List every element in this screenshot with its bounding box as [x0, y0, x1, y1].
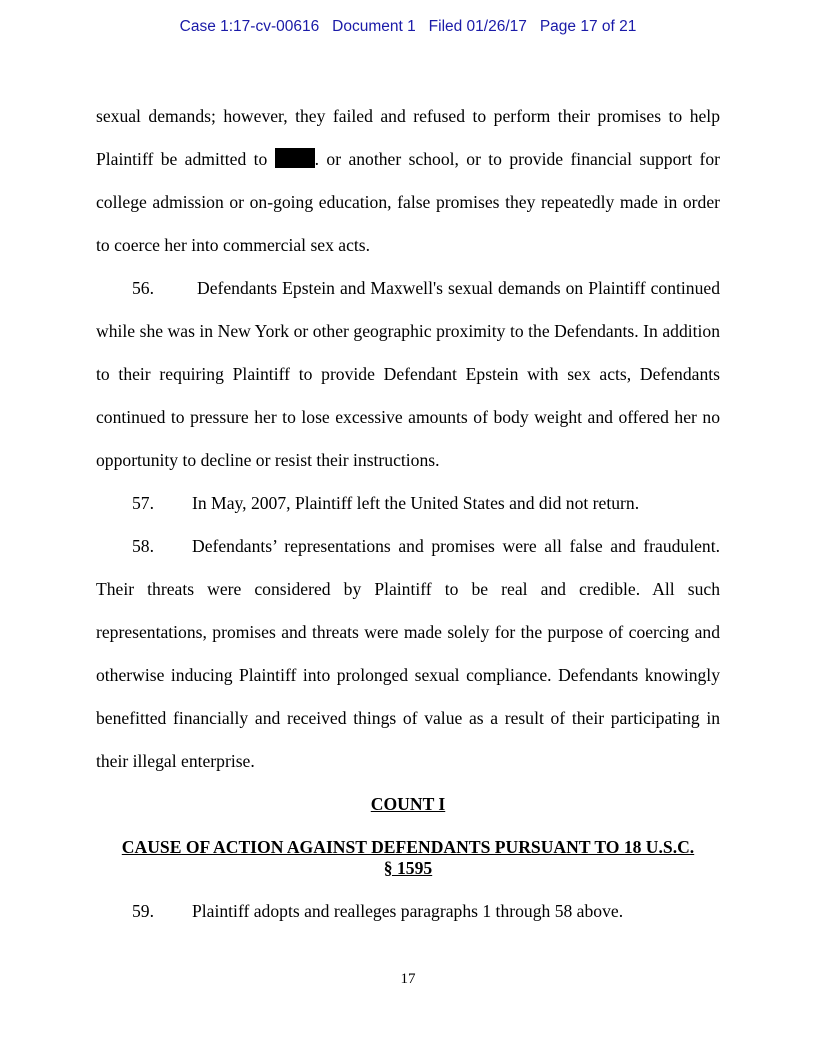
paragraph-59-number: 59.	[132, 901, 154, 921]
paragraph-56-number: 56.	[132, 278, 154, 298]
paragraph-58	[96, 525, 720, 783]
count-heading: COUNT I	[370, 794, 446, 814]
paragraph-55-continued	[96, 95, 720, 267]
paragraph-57	[96, 482, 720, 525]
document-body	[96, 95, 720, 783]
case-header	[0, 18, 816, 36]
page-number: 17	[400, 971, 416, 987]
paragraph-55-text-b: . or another school, or to provide financial support for college admission or on-going education, false promises they repeatedly made in order to coerce her into commercial sex acts.	[96, 149, 721, 255]
paragraph-57-text: In May, 2007, Plaintiff left the United States and did not return.	[192, 493, 640, 513]
filed-date: Filed 01/26/17	[428, 18, 527, 35]
cause-of-action-line-1: CAUSE OF ACTION AGAINST DEFENDANTS PURSUANT TO 18 U.S.C.	[121, 837, 695, 857]
paragraph-59-text: Plaintiff adopts and realleges paragraphs 1 through 58 above.	[192, 901, 624, 921]
document-body-continued	[96, 890, 720, 933]
paragraph-59	[96, 890, 720, 933]
redaction-block	[275, 148, 315, 168]
paragraph-58-text: Defendants’ representations and promises were all false and fraudulent. Their threats were considered by Plaintiff to be real and credible. All such representations, promises and threats were made solely for the purpose of coercing and otherwise inducing Plaintiff into prolonged sexual compliance. Defendants knowingly benefitted financially and received things of value as a result of their participating in their illegal enterprise.	[96, 536, 720, 771]
paragraph-58-number: 58.	[132, 536, 154, 556]
cause-of-action-line-2: § 1595	[383, 858, 433, 878]
paragraph-55-text-a: sexual demands; however, they failed and refused to perform their promises to help Plaintiff be admitted to	[96, 106, 720, 169]
cause-of-action-heading	[96, 837, 720, 879]
document-number: Document 1	[332, 18, 416, 35]
page-indicator: Page 17 of 21	[539, 18, 637, 35]
case-number: Case 1:17-cv-00616	[179, 18, 320, 35]
paragraph-56	[96, 267, 720, 482]
paragraph-56-text: Defendants Epstein and Maxwell's sexual demands on Plaintiff continued while she was in New York or other geographic proximity to the Defendants. In addition to their requiring Plaintiff to provide Defendant Epstein with sex acts, Defendants continued to pressure her to lose excessive amounts of body weight and offered her no opportunity to decline or resist their instructions.	[96, 278, 720, 470]
paragraph-57-number: 57.	[132, 493, 154, 513]
